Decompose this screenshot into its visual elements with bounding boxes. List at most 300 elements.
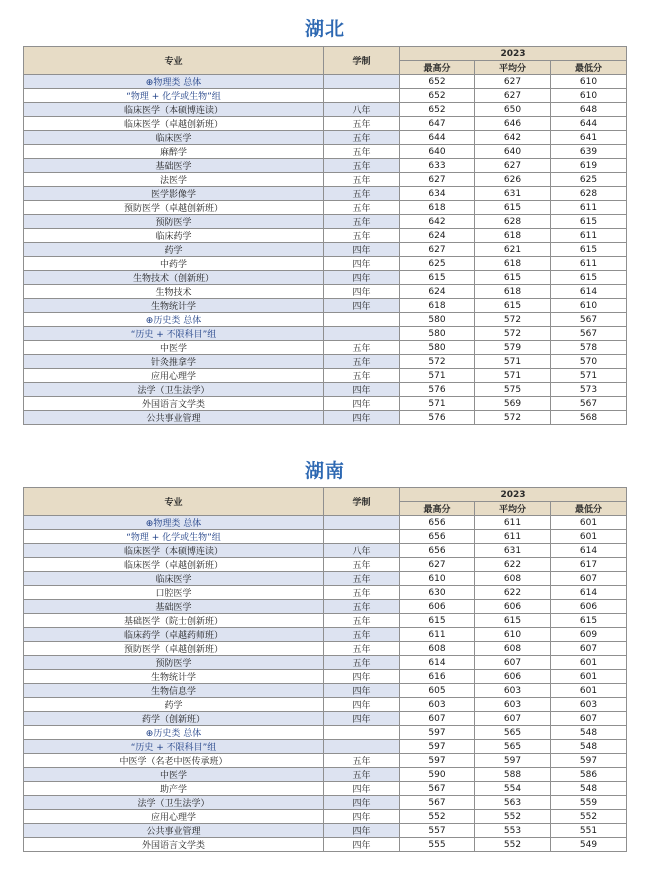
header-max: 最高分 <box>400 502 475 516</box>
max-score-cell: 656 <box>400 530 475 544</box>
group-row <box>24 516 627 530</box>
score-table-hunan <box>23 487 627 852</box>
table-row <box>24 215 627 229</box>
duration-cell: 五年 <box>324 754 400 768</box>
min-score-cell: 548 <box>551 782 627 796</box>
avg-score-cell: 627 <box>475 75 551 89</box>
min-score-cell: 607 <box>551 642 627 656</box>
major-cell: 生物技术 <box>24 285 324 299</box>
min-score-cell: 551 <box>551 824 627 838</box>
avg-score-cell: 618 <box>475 257 551 271</box>
major-cell: 临床药学（卓越药师班） <box>24 628 324 642</box>
duration-cell: 五年 <box>324 201 400 215</box>
duration-cell: 四年 <box>324 796 400 810</box>
min-score-cell: 644 <box>551 117 627 131</box>
min-score-cell: 570 <box>551 355 627 369</box>
avg-score-cell: 618 <box>475 285 551 299</box>
table-row <box>24 299 627 313</box>
min-score-cell: 615 <box>551 614 627 628</box>
duration-cell: 四年 <box>324 271 400 285</box>
major-cell: “物理 + 化学或生物”组 <box>24 530 324 544</box>
header-avg: 平均分 <box>475 502 551 516</box>
table-row <box>24 712 627 726</box>
min-score-cell: 601 <box>551 516 627 530</box>
major-cell: 外国语言文学类 <box>24 838 324 852</box>
major-cell: 应用心理学 <box>24 810 324 824</box>
min-score-cell: 549 <box>551 838 627 852</box>
avg-score-cell: 631 <box>475 544 551 558</box>
table-row <box>24 229 627 243</box>
table-row <box>24 355 627 369</box>
min-score-cell: 578 <box>551 341 627 355</box>
duration-cell <box>324 75 400 89</box>
major-cell: 针灸推拿学 <box>24 355 324 369</box>
duration-cell: 五年 <box>324 173 400 187</box>
max-score-cell: 656 <box>400 516 475 530</box>
avg-score-cell: 646 <box>475 117 551 131</box>
avg-score-cell: 565 <box>475 740 551 754</box>
min-score-cell: 614 <box>551 285 627 299</box>
table-row <box>24 698 627 712</box>
table-row <box>24 614 627 628</box>
avg-score-cell: 597 <box>475 754 551 768</box>
duration-cell <box>324 313 400 327</box>
avg-score-cell: 622 <box>475 558 551 572</box>
duration-cell: 四年 <box>324 411 400 425</box>
major-cell: 中医学 <box>24 341 324 355</box>
min-score-cell: 601 <box>551 684 627 698</box>
avg-score-cell: 622 <box>475 586 551 600</box>
min-score-cell: 648 <box>551 103 627 117</box>
major-cell: 法学（卫生法学） <box>24 796 324 810</box>
duration-cell: 五年 <box>324 628 400 642</box>
table-row <box>24 558 627 572</box>
max-score-cell: 580 <box>400 327 475 341</box>
max-score-cell: 552 <box>400 810 475 824</box>
duration-cell: 四年 <box>324 299 400 313</box>
group-row <box>24 75 627 89</box>
min-score-cell: 607 <box>551 572 627 586</box>
table-row <box>24 145 627 159</box>
max-score-cell: 580 <box>400 341 475 355</box>
avg-score-cell: 626 <box>475 173 551 187</box>
avg-score-cell: 611 <box>475 516 551 530</box>
major-cell: 预防医学 <box>24 215 324 229</box>
min-score-cell: 610 <box>551 89 627 103</box>
max-score-cell: 580 <box>400 313 475 327</box>
duration-cell: 四年 <box>324 257 400 271</box>
avg-score-cell: 627 <box>475 89 551 103</box>
duration-cell <box>324 740 400 754</box>
max-score-cell: 555 <box>400 838 475 852</box>
major-cell: 生物技术（创新班） <box>24 271 324 285</box>
table-row <box>24 642 627 656</box>
avg-score-cell: 615 <box>475 271 551 285</box>
table-row <box>24 285 627 299</box>
group-row <box>24 726 627 740</box>
min-score-cell: 611 <box>551 229 627 243</box>
table-row <box>24 173 627 187</box>
min-score-cell: 601 <box>551 656 627 670</box>
max-score-cell: 567 <box>400 796 475 810</box>
duration-cell: 五年 <box>324 355 400 369</box>
table-row <box>24 411 627 425</box>
min-score-cell: 625 <box>551 173 627 187</box>
avg-score-cell: 615 <box>475 299 551 313</box>
min-score-cell: 601 <box>551 670 627 684</box>
duration-cell: 五年 <box>324 572 400 586</box>
avg-score-cell: 621 <box>475 243 551 257</box>
max-score-cell: 576 <box>400 411 475 425</box>
avg-score-cell: 603 <box>475 698 551 712</box>
major-cell: 预防医学 <box>24 656 324 670</box>
max-score-cell: 624 <box>400 285 475 299</box>
min-score-cell: 614 <box>551 586 627 600</box>
min-score-cell: 617 <box>551 558 627 572</box>
min-score-cell: 611 <box>551 257 627 271</box>
min-score-cell: 610 <box>551 75 627 89</box>
max-score-cell: 616 <box>400 670 475 684</box>
max-score-cell: 618 <box>400 299 475 313</box>
max-score-cell: 652 <box>400 89 475 103</box>
duration-cell <box>324 516 400 530</box>
duration-cell: 五年 <box>324 131 400 145</box>
duration-cell: 四年 <box>324 684 400 698</box>
max-score-cell: 597 <box>400 740 475 754</box>
max-score-cell: 608 <box>400 642 475 656</box>
min-score-cell: 619 <box>551 159 627 173</box>
section-title-hubei: 湖北 <box>304 18 345 40</box>
max-score-cell: 597 <box>400 754 475 768</box>
duration-cell: 四年 <box>324 782 400 796</box>
table-row <box>24 768 627 782</box>
major-cell: ⊕历史类 总体 <box>24 313 324 327</box>
avg-score-cell: 588 <box>475 768 551 782</box>
major-cell: 医学影像学 <box>24 187 324 201</box>
min-score-cell: 548 <box>551 726 627 740</box>
max-score-cell: 557 <box>400 824 475 838</box>
major-cell: 口腔医学 <box>24 586 324 600</box>
major-cell: 法医学 <box>24 173 324 187</box>
max-score-cell: 625 <box>400 257 475 271</box>
duration-cell: 四年 <box>324 712 400 726</box>
max-score-cell: 652 <box>400 75 475 89</box>
header-major: 专业 <box>24 47 324 75</box>
min-score-cell: 606 <box>551 600 627 614</box>
avg-score-cell: 642 <box>475 131 551 145</box>
major-cell: 药学 <box>24 698 324 712</box>
max-score-cell: 624 <box>400 229 475 243</box>
avg-score-cell: 606 <box>475 670 551 684</box>
major-cell: 预防医学（卓越创新班） <box>24 642 324 656</box>
duration-cell <box>324 327 400 341</box>
avg-score-cell: 572 <box>475 327 551 341</box>
min-score-cell: 615 <box>551 215 627 229</box>
table-row <box>24 670 627 684</box>
major-cell: 临床医学 <box>24 131 324 145</box>
table-row <box>24 201 627 215</box>
min-score-cell: 567 <box>551 397 627 411</box>
major-cell: ⊕历史类 总体 <box>24 726 324 740</box>
table-row <box>24 383 627 397</box>
duration-cell: 五年 <box>324 215 400 229</box>
major-cell: “历史 + 不限科目”组 <box>24 327 324 341</box>
major-cell: 临床医学（卓越创新班） <box>24 117 324 131</box>
table-row <box>24 656 627 670</box>
min-score-cell: 567 <box>551 327 627 341</box>
duration-cell <box>324 530 400 544</box>
duration-cell: 五年 <box>324 369 400 383</box>
major-cell: 预防医学（卓越创新班） <box>24 201 324 215</box>
major-cell: 药学（创新班） <box>24 712 324 726</box>
min-score-cell: 573 <box>551 383 627 397</box>
min-score-cell: 610 <box>551 299 627 313</box>
avg-score-cell: 610 <box>475 628 551 642</box>
header-major: 专业 <box>24 488 324 516</box>
table-row <box>24 271 627 285</box>
duration-cell: 四年 <box>324 838 400 852</box>
avg-score-cell: 608 <box>475 642 551 656</box>
major-cell: 临床医学（卓越创新班） <box>24 558 324 572</box>
major-cell: 中医学（名老中医传承班） <box>24 754 324 768</box>
max-score-cell: 656 <box>400 544 475 558</box>
table-row <box>24 824 627 838</box>
duration-cell: 四年 <box>324 383 400 397</box>
avg-score-cell: 569 <box>475 397 551 411</box>
section-title-hunan: 湖南 <box>304 460 345 482</box>
duration-cell: 五年 <box>324 229 400 243</box>
duration-cell: 五年 <box>324 341 400 355</box>
major-cell: 生物统计学 <box>24 299 324 313</box>
max-score-cell: 603 <box>400 698 475 712</box>
max-score-cell: 647 <box>400 117 475 131</box>
max-score-cell: 576 <box>400 383 475 397</box>
duration-cell: 四年 <box>324 285 400 299</box>
table-row <box>24 684 627 698</box>
min-score-cell: 567 <box>551 313 627 327</box>
avg-score-cell: 575 <box>475 383 551 397</box>
major-cell: 外国语言文学类 <box>24 397 324 411</box>
duration-cell: 五年 <box>324 558 400 572</box>
duration-cell: 四年 <box>324 810 400 824</box>
duration-cell: 五年 <box>324 768 400 782</box>
min-score-cell: 614 <box>551 544 627 558</box>
group-row <box>24 313 627 327</box>
avg-score-cell: 650 <box>475 103 551 117</box>
avg-score-cell: 607 <box>475 712 551 726</box>
min-score-cell: 641 <box>551 131 627 145</box>
duration-cell: 四年 <box>324 670 400 684</box>
max-score-cell: 615 <box>400 614 475 628</box>
max-score-cell: 642 <box>400 215 475 229</box>
max-score-cell: 611 <box>400 628 475 642</box>
major-cell: 应用心理学 <box>24 369 324 383</box>
major-cell: 中药学 <box>24 257 324 271</box>
major-cell: 临床医学（本硕博连读） <box>24 103 324 117</box>
max-score-cell: 618 <box>400 201 475 215</box>
score-table-hubei <box>23 46 627 425</box>
table-row <box>24 754 627 768</box>
table-row <box>24 600 627 614</box>
header-duration: 学制 <box>324 47 400 75</box>
duration-cell <box>324 89 400 103</box>
avg-score-cell: 572 <box>475 411 551 425</box>
table-row <box>24 369 627 383</box>
avg-score-cell: 640 <box>475 145 551 159</box>
header-min: 最低分 <box>551 61 627 75</box>
table-row <box>24 159 627 173</box>
major-cell: 法学（卫生法学） <box>24 383 324 397</box>
major-cell: 临床药学 <box>24 229 324 243</box>
major-cell: 临床医学 <box>24 572 324 586</box>
min-score-cell: 586 <box>551 768 627 782</box>
table-row <box>24 572 627 586</box>
header-year: 2023 <box>400 47 627 61</box>
table-row <box>24 257 627 271</box>
avg-score-cell: 608 <box>475 572 551 586</box>
max-score-cell: 572 <box>400 355 475 369</box>
duration-cell: 五年 <box>324 117 400 131</box>
table-row <box>24 341 627 355</box>
avg-score-cell: 618 <box>475 229 551 243</box>
duration-cell: 四年 <box>324 824 400 838</box>
duration-cell: 五年 <box>324 642 400 656</box>
duration-cell: 五年 <box>324 600 400 614</box>
table-row <box>24 187 627 201</box>
duration-cell: 八年 <box>324 103 400 117</box>
max-score-cell: 567 <box>400 782 475 796</box>
avg-score-cell: 631 <box>475 187 551 201</box>
header-duration: 学制 <box>324 488 400 516</box>
group-row <box>24 740 627 754</box>
max-score-cell: 634 <box>400 187 475 201</box>
avg-score-cell: 579 <box>475 341 551 355</box>
major-cell: 助产学 <box>24 782 324 796</box>
max-score-cell: 597 <box>400 726 475 740</box>
min-score-cell: 607 <box>551 712 627 726</box>
duration-cell: 八年 <box>324 544 400 558</box>
avg-score-cell: 628 <box>475 215 551 229</box>
min-score-cell: 615 <box>551 243 627 257</box>
duration-cell: 五年 <box>324 187 400 201</box>
duration-cell: 五年 <box>324 614 400 628</box>
max-score-cell: 640 <box>400 145 475 159</box>
duration-cell: 五年 <box>324 586 400 600</box>
table-row <box>24 628 627 642</box>
min-score-cell: 548 <box>551 740 627 754</box>
avg-score-cell: 565 <box>475 726 551 740</box>
major-cell: 基础医学（院士创新班） <box>24 614 324 628</box>
avg-score-cell: 615 <box>475 614 551 628</box>
major-cell: 公共事业管理 <box>24 824 324 838</box>
table-row <box>24 838 627 852</box>
major-cell: 生物统计学 <box>24 670 324 684</box>
table-row <box>24 796 627 810</box>
major-cell: 基础医学 <box>24 159 324 173</box>
table-row <box>24 586 627 600</box>
max-score-cell: 652 <box>400 103 475 117</box>
duration-cell: 四年 <box>324 243 400 257</box>
avg-score-cell: 571 <box>475 369 551 383</box>
major-cell: “物理 + 化学或生物”组 <box>24 89 324 103</box>
table-row <box>24 544 627 558</box>
major-cell: 药学 <box>24 243 324 257</box>
min-score-cell: 552 <box>551 810 627 824</box>
group-row <box>24 530 627 544</box>
table-row <box>24 397 627 411</box>
header-year: 2023 <box>400 488 627 502</box>
min-score-cell: 568 <box>551 411 627 425</box>
min-score-cell: 559 <box>551 796 627 810</box>
avg-score-cell: 554 <box>475 782 551 796</box>
max-score-cell: 627 <box>400 558 475 572</box>
table-row <box>24 810 627 824</box>
min-score-cell: 601 <box>551 530 627 544</box>
avg-score-cell: 607 <box>475 656 551 670</box>
min-score-cell: 615 <box>551 271 627 285</box>
max-score-cell: 606 <box>400 600 475 614</box>
max-score-cell: 590 <box>400 768 475 782</box>
min-score-cell: 571 <box>551 369 627 383</box>
duration-cell: 四年 <box>324 698 400 712</box>
table-row <box>24 782 627 796</box>
max-score-cell: 614 <box>400 656 475 670</box>
duration-cell: 五年 <box>324 159 400 173</box>
max-score-cell: 610 <box>400 572 475 586</box>
max-score-cell: 633 <box>400 159 475 173</box>
max-score-cell: 607 <box>400 712 475 726</box>
avg-score-cell: 552 <box>475 838 551 852</box>
max-score-cell: 627 <box>400 173 475 187</box>
duration-cell: 五年 <box>324 656 400 670</box>
major-cell: 生物信息学 <box>24 684 324 698</box>
table-row <box>24 131 627 145</box>
avg-score-cell: 571 <box>475 355 551 369</box>
major-cell: ⊕物理类 总体 <box>24 516 324 530</box>
max-score-cell: 615 <box>400 271 475 285</box>
duration-cell <box>324 726 400 740</box>
avg-score-cell: 606 <box>475 600 551 614</box>
avg-score-cell: 572 <box>475 313 551 327</box>
min-score-cell: 603 <box>551 698 627 712</box>
major-cell: 公共事业管理 <box>24 411 324 425</box>
min-score-cell: 597 <box>551 754 627 768</box>
min-score-cell: 628 <box>551 187 627 201</box>
max-score-cell: 571 <box>400 369 475 383</box>
major-cell: 临床医学（本硕博连读） <box>24 544 324 558</box>
major-cell: “历史 + 不限科目”组 <box>24 740 324 754</box>
header-max: 最高分 <box>400 61 475 75</box>
max-score-cell: 605 <box>400 684 475 698</box>
avg-score-cell: 553 <box>475 824 551 838</box>
table-row <box>24 103 627 117</box>
avg-score-cell: 603 <box>475 684 551 698</box>
major-cell: ⊕物理类 总体 <box>24 75 324 89</box>
max-score-cell: 644 <box>400 131 475 145</box>
avg-score-cell: 563 <box>475 796 551 810</box>
avg-score-cell: 552 <box>475 810 551 824</box>
duration-cell: 五年 <box>324 145 400 159</box>
group-row <box>24 89 627 103</box>
max-score-cell: 627 <box>400 243 475 257</box>
duration-cell: 四年 <box>324 397 400 411</box>
avg-score-cell: 611 <box>475 530 551 544</box>
header-min: 最低分 <box>551 502 627 516</box>
max-score-cell: 571 <box>400 397 475 411</box>
table-row <box>24 243 627 257</box>
max-score-cell: 630 <box>400 586 475 600</box>
table-row <box>24 117 627 131</box>
